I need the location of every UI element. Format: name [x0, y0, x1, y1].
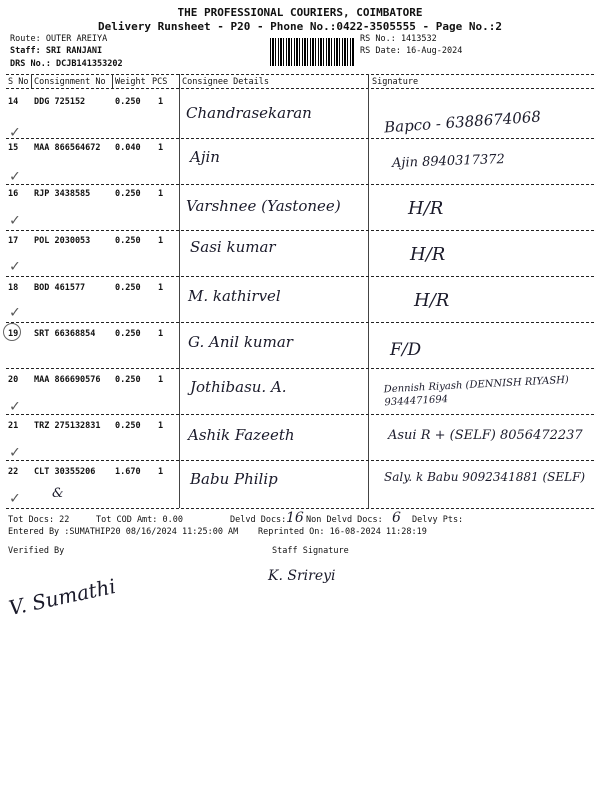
table-bottom-rule [6, 508, 594, 509]
staff-label: Staff: SRI RANJANI [10, 46, 103, 56]
row-sno: 16 [8, 189, 19, 199]
row-sno: 17 [8, 236, 19, 246]
row-rule [6, 460, 594, 461]
row-signature-handwritten: Bapco - 6388674068 [383, 107, 542, 137]
total-cod-amount: Tot COD Amt: 0.00 [96, 515, 183, 525]
non-delivered-docs-handwritten: 6 [392, 510, 401, 526]
check-mark-icon: ✓ [10, 166, 20, 185]
circle-mark-icon [3, 323, 21, 341]
reprinted-on: Reprinted On: 16-08-2024 11:28:19 [258, 527, 427, 537]
row-consignment: TRZ 275132831 [34, 421, 101, 431]
row-weight: 0.250 [115, 375, 141, 385]
header-consignee: Consignee Details [182, 77, 269, 87]
row-pcs: 1 [158, 283, 164, 293]
row-sno: 14 [8, 97, 19, 107]
row-pcs: 1 [158, 97, 164, 107]
row-consignment: MAA 866564672 [34, 143, 101, 153]
row-weight: 0.250 [115, 97, 141, 107]
row-weight: 1.670 [115, 467, 141, 477]
row-weight: 0.250 [115, 189, 141, 199]
header-sno: S No [8, 77, 29, 87]
row-pcs: 1 [158, 189, 164, 199]
row-signature-handwritten: H/R [408, 198, 444, 219]
row-signature-handwritten: H/R [414, 290, 450, 311]
row-weight: 0.040 [115, 143, 141, 153]
rs-number: RS No.: 1413532 [360, 34, 437, 44]
check-mark-icon: ✓ [10, 442, 20, 461]
row-sno: 15 [8, 143, 19, 153]
runsheet-subtitle: Delivery Runsheet - P20 - Phone No.:0422-3505555 - Page No.:2 [98, 20, 502, 33]
row-rule [6, 276, 594, 277]
check-mark-icon: ✓ [10, 302, 20, 321]
check-mark-icon: ✓ [10, 210, 20, 229]
row-signature-handwritten: Dennish Riyash (DENNISH RIYASH) 9344471694 [383, 374, 570, 409]
header-weight: Weight [115, 77, 146, 87]
row-weight: 0.250 [115, 329, 141, 339]
table-top-rule [6, 74, 594, 75]
row-consignee-handwritten: Ashik Fazeeth [188, 426, 295, 444]
row-rule [6, 230, 594, 231]
header-signature: Signature [372, 77, 419, 87]
drs-number: DRS No.: DCJB141353202 [10, 59, 123, 69]
row-signature-handwritten: Saly. k Babu 9092341881 (SELF) [384, 470, 586, 484]
col-sep-signature [368, 88, 369, 508]
row-pcs: 1 [158, 375, 164, 385]
row-consignment: DDG 725152 [34, 97, 86, 107]
table-header-rule [6, 88, 594, 89]
row-consignee-handwritten: M. kathirvel [188, 287, 281, 305]
col-sep [179, 74, 180, 88]
row-pcs: 1 [158, 236, 164, 246]
check-mark-icon: ✓ [10, 122, 20, 141]
row-pcs: 1 [158, 143, 164, 153]
verified-by-label: Verified By [8, 546, 65, 556]
row-consignee-handwritten: Varshnee (Yastonee) [186, 197, 341, 215]
row-rule [6, 138, 594, 139]
total-docs: Tot Docs: 22 [8, 515, 70, 525]
row-sno: 22 [8, 467, 19, 477]
row-consignee-handwritten: Ajin [190, 148, 220, 166]
verified-signature: V. Sumathi [6, 573, 118, 621]
col-sep [368, 74, 369, 88]
route-label: Route: OUTER AREIYA [10, 34, 108, 44]
row-pcs: 1 [158, 467, 164, 477]
row-sno: 19 [8, 329, 19, 339]
row-weight: 0.250 [115, 236, 141, 246]
row-weight: 0.250 [115, 283, 141, 293]
row-rule [6, 368, 594, 369]
row-extra-handwritten: & [52, 486, 64, 501]
header-consignment: Consignment No [34, 77, 106, 87]
row-consignee-handwritten: Babu Philip [190, 470, 278, 488]
header-pcs: PCS [152, 77, 168, 87]
check-mark-icon: ✓ [10, 256, 20, 275]
non-delivered-docs-label: Non Delvd Docs: [306, 515, 383, 525]
row-consignment: SRT 66368854 [34, 329, 96, 339]
row-consignment: MAA 866690576 [34, 375, 101, 385]
row-sno: 21 [8, 421, 19, 431]
row-rule [6, 414, 594, 415]
row-consignee-handwritten: Jothibasu. A. [190, 378, 287, 396]
entered-by: Entered By :SUMATHIP20 08/16/2024 11:25:00 AM [8, 527, 239, 537]
col-sep [112, 74, 113, 88]
col-sep [31, 74, 32, 88]
row-signature-handwritten: Asui R + (SELF) 8056472237 [388, 428, 583, 443]
delivered-docs-handwritten: 16 [286, 510, 304, 526]
row-pcs: 1 [158, 421, 164, 431]
row-consignment: BOD 461577 [34, 283, 86, 293]
row-consignee-handwritten: Chandrasekaran [186, 104, 312, 122]
row-consignment: RJP 3438585 [34, 189, 91, 199]
row-weight: 0.250 [115, 421, 141, 431]
row-consignment: POL 2030053 [34, 236, 91, 246]
row-consignment: CLT 30355206 [34, 467, 96, 477]
col-sep-consignee [179, 88, 180, 508]
row-rule [6, 184, 594, 185]
company-title: THE PROFESSIONAL COURIERS, COIMBATORE [177, 6, 423, 19]
row-consignee-handwritten: Sasi kumar [190, 238, 276, 256]
check-mark-icon: ✓ [10, 396, 20, 415]
row-sno: 20 [8, 375, 19, 385]
row-signature-handwritten: F/D [390, 340, 422, 360]
staff-signature-label: Staff Signature [272, 546, 349, 556]
row-rule [6, 322, 594, 323]
delivery-points-label: Delvy Pts: [412, 515, 464, 525]
row-pcs: 1 [158, 329, 164, 339]
row-sno: 18 [8, 283, 19, 293]
row-signature-handwritten: H/R [410, 244, 446, 265]
row-consignee-handwritten: G. Anil kumar [188, 333, 293, 351]
row-signature-handwritten: Ajin 8940317372 [391, 152, 506, 171]
rs-date: RS Date: 16-Aug-2024 [360, 46, 463, 56]
check-mark-icon: ✓ [10, 488, 20, 507]
barcode-image [270, 38, 354, 66]
delivered-docs-label: Delvd Docs: [230, 515, 287, 525]
staff-signature: K. Srireyi [268, 568, 336, 584]
